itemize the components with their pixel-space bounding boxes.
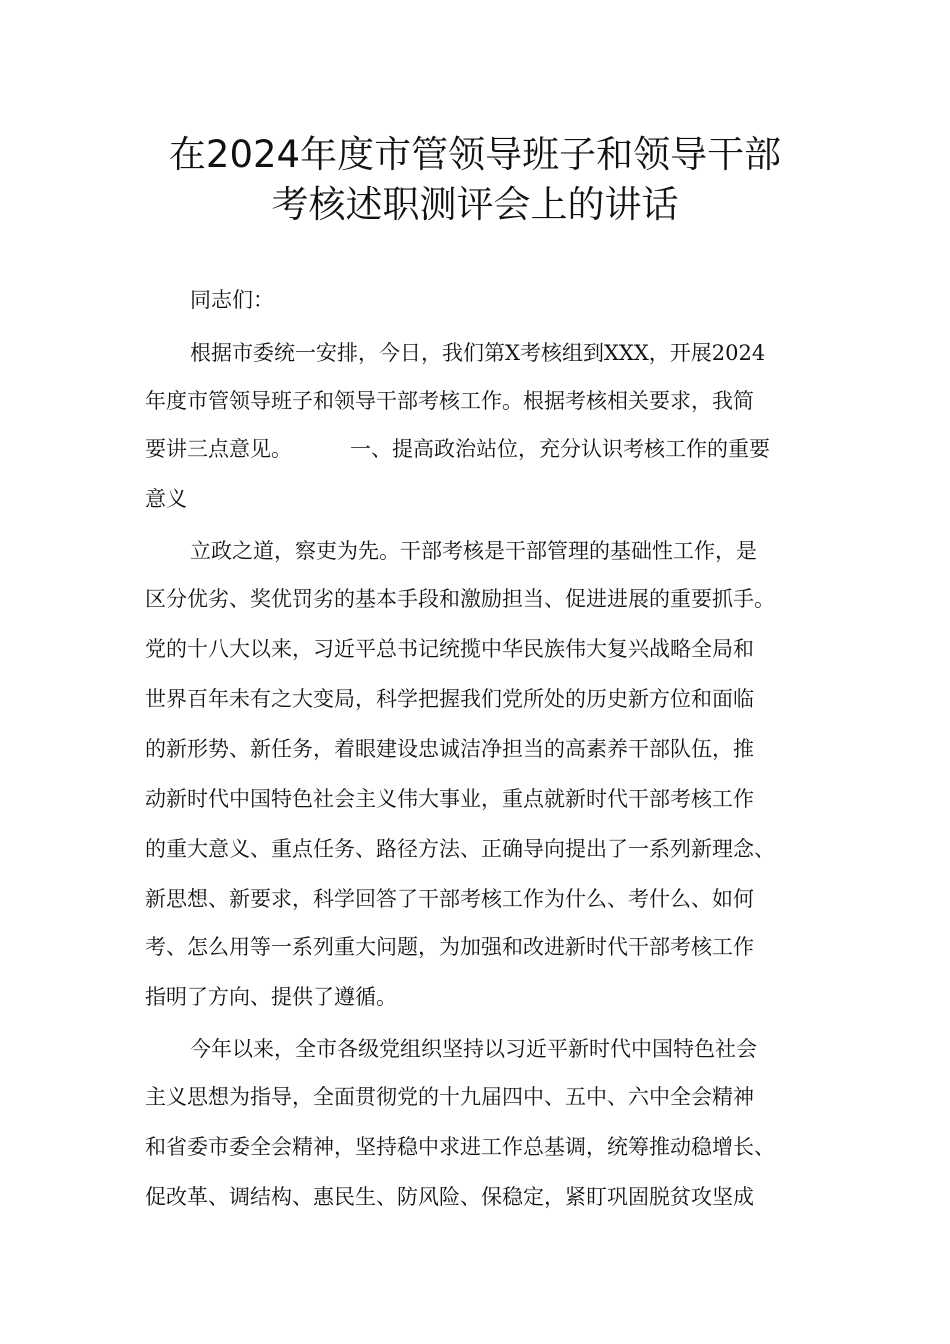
paragraph-line: 今年以来，全市各级党组织坚持以习近平新时代中国特色社会 xyxy=(190,1037,757,1061)
paragraph-line: 意义 xyxy=(145,487,187,511)
paragraph-line: 的重大意义、重点任务、路径方法、正确导向提出了一系列新理念、 xyxy=(145,837,775,861)
paragraph-line: 区分优劣、奖优罚劣的基本手段和激励担当、促进进展的重要抓手。 xyxy=(145,587,775,611)
paragraph-line: 党的十八大以来，习近平总书记统揽中华民族伟大复兴战略全局和 xyxy=(145,637,754,661)
paragraph-line: 年度市管领导班子和领导干部考核工作。根据考核相关要求，我简 xyxy=(145,389,754,413)
document-title-line-1: 在2024年度市管领导班子和领导干部 xyxy=(168,133,782,176)
paragraph-line: 要讲三点意见。 xyxy=(145,437,292,461)
paragraph-line: 主义思想为指导，全面贯彻党的十九届四中、五中、六中全会精神 xyxy=(145,1085,754,1109)
paragraph-line: 新思想、新要求，科学回答了干部考核工作为什么、考什么、如何 xyxy=(145,887,754,911)
paragraph-line: 根据市委统一安排，今日，我们第X考核组到XXX，开展2024 xyxy=(190,341,766,365)
paragraph-line: 世界百年未有之大变局，科学把握我们党所处的历史新方位和面临 xyxy=(145,687,754,711)
paragraph-line: 指明了方向、提供了遵循。 xyxy=(145,985,397,1009)
paragraph-line: 的新形势、新任务，着眼建设忠诚洁净担当的高素养干部队伍，推 xyxy=(145,737,754,761)
document-title-line-2: 考核述职测评会上的讲话 xyxy=(271,183,679,226)
paragraph-line: 促改革、调结构、惠民生、防风险、保稳定，紧盯巩固脱贫攻坚成 xyxy=(145,1185,754,1209)
salutation: 同志们： xyxy=(190,288,274,312)
paragraph-line: 立政之道，察吏为先。干部考核是干部管理的基础性工作，是 xyxy=(190,539,757,563)
paragraph-line: 和省委市委全会精神，坚持稳中求进工作总基调，统筹推动稳增长、 xyxy=(145,1135,775,1159)
section-heading: 一、提高政治站位，充分认识考核工作的重要 xyxy=(350,437,770,461)
paragraph-line: 动新时代中国特色社会主义伟大事业，重点就新时代干部考核工作 xyxy=(145,787,754,811)
paragraph-line: 考、怎么用等一系列重大问题，为加强和改进新时代干部考核工作 xyxy=(145,935,754,959)
